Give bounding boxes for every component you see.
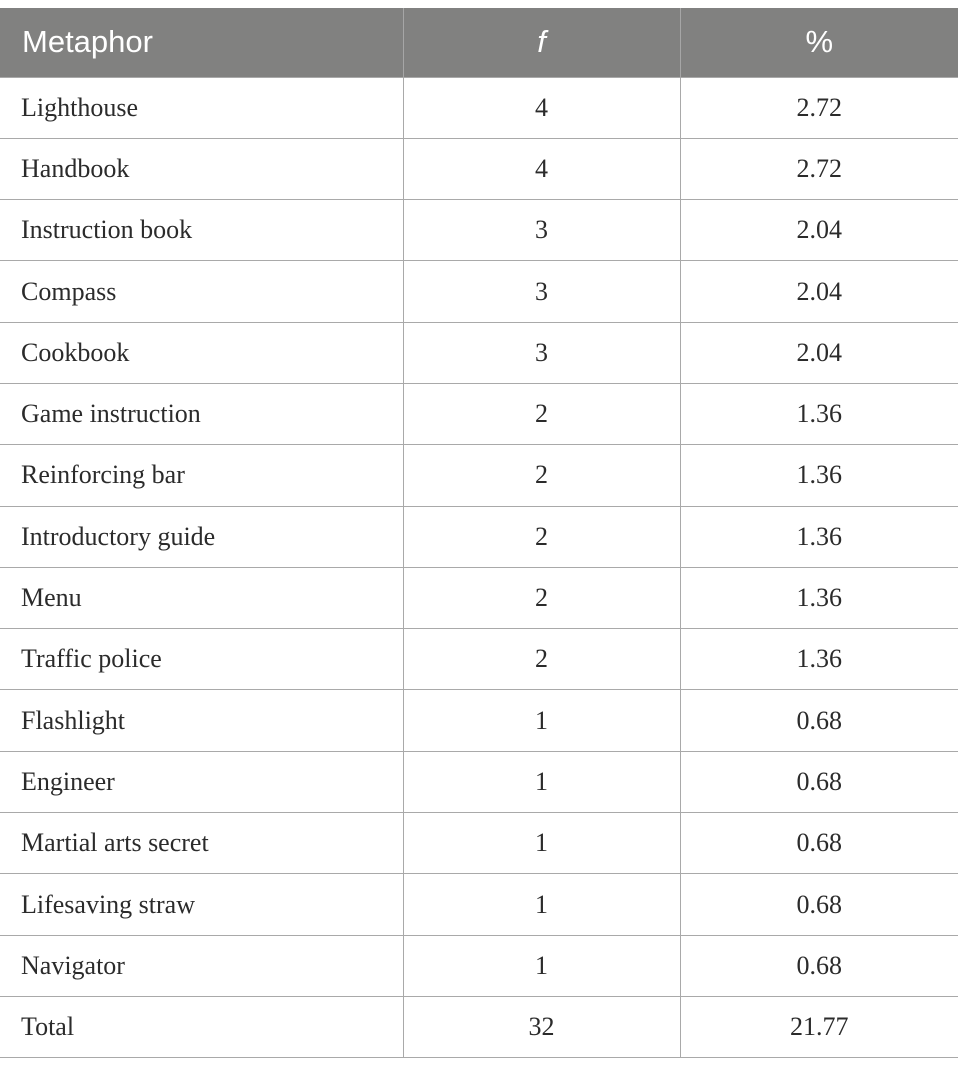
cell-total-frequency: 32 — [403, 996, 680, 1057]
cell-metaphor: Lifesaving straw — [0, 874, 403, 935]
cell-percent: 2.72 — [680, 77, 958, 138]
table-row — [0, 751, 958, 812]
cell-percent: 1.36 — [680, 567, 958, 628]
cell-frequency: 3 — [403, 322, 680, 383]
cell-metaphor: Lighthouse — [0, 77, 403, 138]
header-metaphor: Metaphor — [22, 24, 153, 60]
header-frequency: f — [403, 8, 680, 77]
cell-percent: 0.68 — [680, 935, 958, 996]
cell-metaphor: Navigator — [0, 935, 403, 996]
table-row — [0, 138, 958, 199]
cell-metaphor: Cookbook — [0, 322, 403, 383]
table-row — [0, 813, 958, 874]
cell-percent: 0.68 — [680, 874, 958, 935]
cell-frequency: 2 — [403, 383, 680, 444]
cell-percent: 1.36 — [680, 629, 958, 690]
cell-metaphor: Engineer — [0, 751, 403, 812]
cell-metaphor: Instruction book — [0, 200, 403, 261]
cell-frequency: 1 — [403, 690, 680, 751]
cell-metaphor: Reinforcing bar — [0, 445, 403, 506]
table-row — [0, 935, 958, 996]
cell-frequency: 2 — [403, 506, 680, 567]
cell-metaphor: Handbook — [0, 138, 403, 199]
table-row — [0, 322, 958, 383]
table-row — [0, 506, 958, 567]
table-row — [0, 445, 958, 506]
cell-metaphor: Compass — [0, 261, 403, 322]
cell-metaphor: Flashlight — [0, 690, 403, 751]
cell-frequency: 2 — [403, 445, 680, 506]
metaphor-frequency-table — [0, 8, 958, 1058]
cell-frequency: 2 — [403, 629, 680, 690]
cell-frequency: 3 — [403, 200, 680, 261]
table-row — [0, 200, 958, 261]
table-row — [0, 567, 958, 628]
total-row — [0, 996, 958, 1057]
cell-frequency: 4 — [403, 77, 680, 138]
table-row — [0, 629, 958, 690]
cell-percent: 1.36 — [680, 506, 958, 567]
cell-metaphor: Introductory guide — [0, 506, 403, 567]
table-row — [0, 77, 958, 138]
header-percent: % — [680, 8, 958, 77]
cell-metaphor: Game instruction — [0, 383, 403, 444]
cell-frequency: 1 — [403, 813, 680, 874]
cell-percent: 0.68 — [680, 813, 958, 874]
cell-percent: 1.36 — [680, 445, 958, 506]
table-row — [0, 261, 958, 322]
cell-frequency: 4 — [403, 138, 680, 199]
cell-percent: 1.36 — [680, 383, 958, 444]
table-header — [0, 8, 958, 77]
cell-frequency: 1 — [403, 935, 680, 996]
cell-frequency: 1 — [403, 751, 680, 812]
cell-percent: 0.68 — [680, 690, 958, 751]
metaphor-table-container — [0, 8, 958, 1058]
cell-frequency: 3 — [403, 261, 680, 322]
cell-frequency: 2 — [403, 567, 680, 628]
cell-percent: 2.72 — [680, 138, 958, 199]
table-row — [0, 690, 958, 751]
cell-percent: 2.04 — [680, 261, 958, 322]
cell-percent: 2.04 — [680, 322, 958, 383]
cell-percent: 0.68 — [680, 751, 958, 812]
cell-metaphor: Traffic police — [0, 629, 403, 690]
cell-frequency: 1 — [403, 874, 680, 935]
cell-total-label: Total — [0, 996, 403, 1057]
table-row — [0, 874, 958, 935]
table-row — [0, 383, 958, 444]
cell-total-percent: 21.77 — [680, 996, 958, 1057]
table-body — [0, 77, 958, 1058]
cell-metaphor: Menu — [0, 567, 403, 628]
cell-metaphor: Martial arts secret — [0, 813, 403, 874]
cell-percent: 2.04 — [680, 200, 958, 261]
header-row — [0, 8, 958, 77]
